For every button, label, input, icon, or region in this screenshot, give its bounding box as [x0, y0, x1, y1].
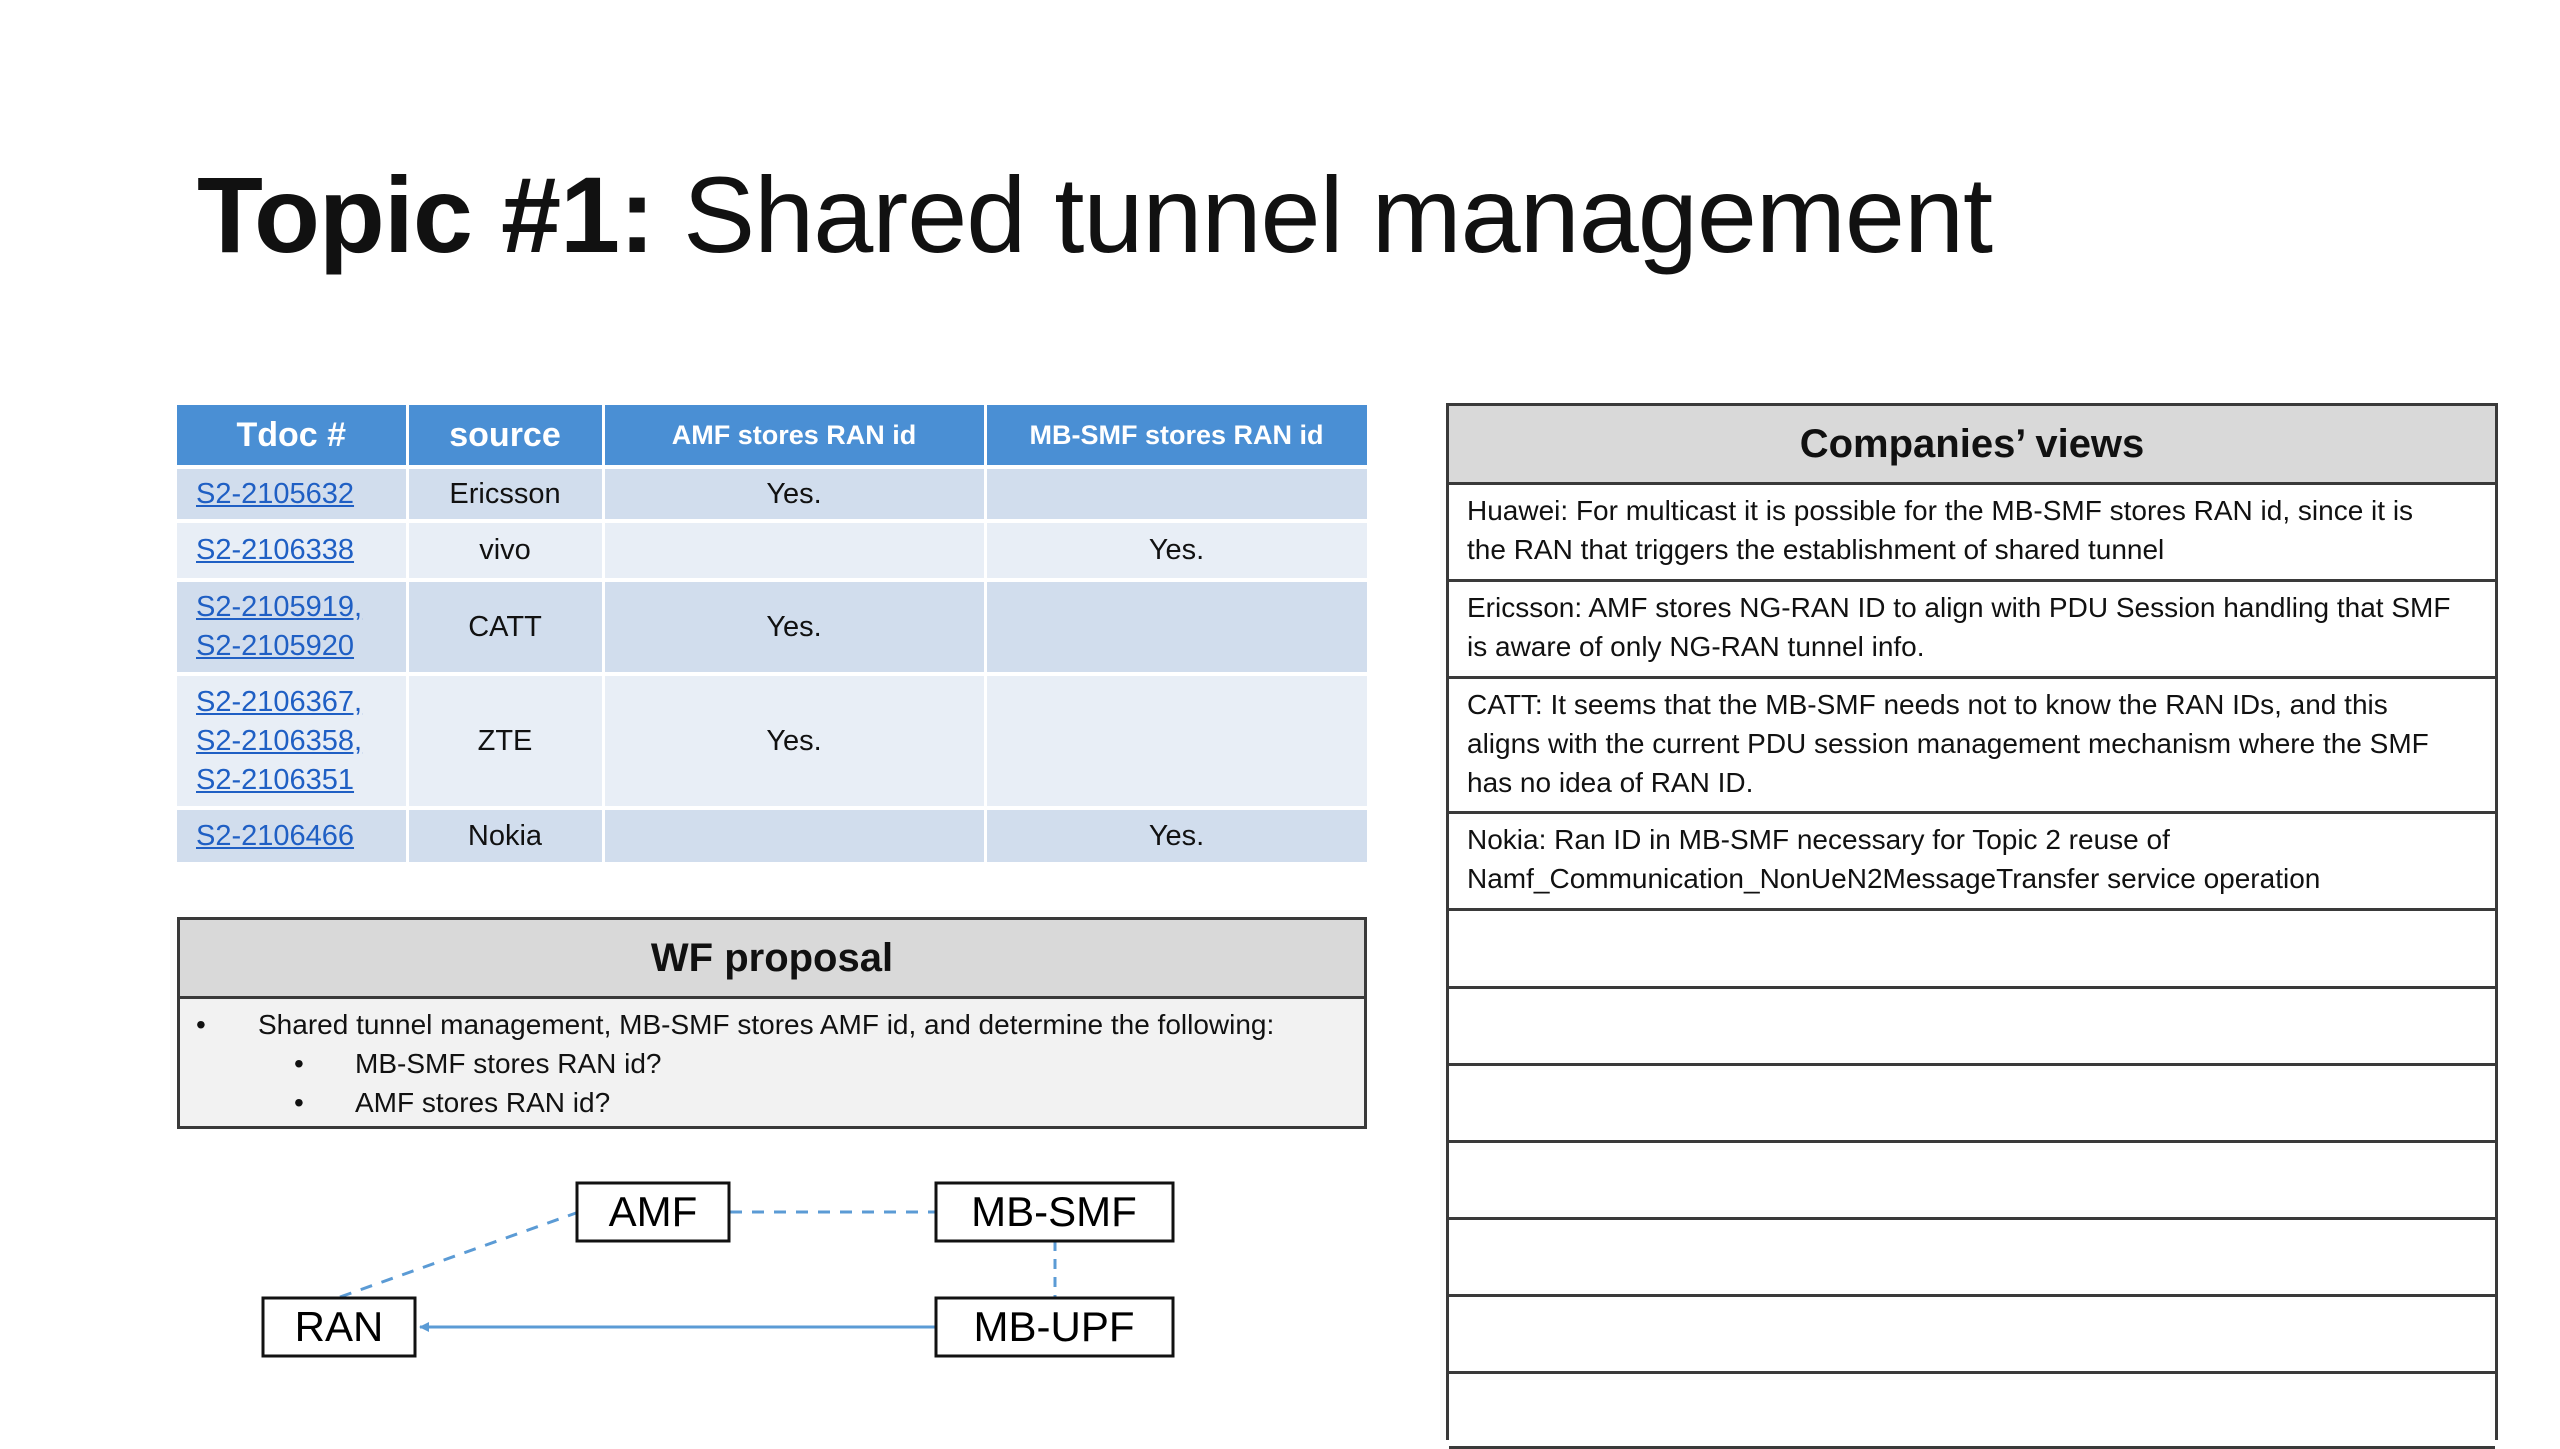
wf-sub-bullet: [180, 1083, 1364, 1122]
mbsmf-cell: [985, 580, 1368, 674]
view-entry-empty: [1449, 989, 2495, 1066]
view-entry-empty: [1449, 911, 2495, 989]
mbsmf-cell: Yes.: [985, 521, 1368, 580]
view-line: aligns with the current PDU session management mechanism where the SMF: [1467, 728, 2429, 759]
bullet-icon: •: [294, 1048, 304, 1079]
companies-views-title: Companies’ views: [1449, 406, 2495, 485]
tdoc-table-header-row: [177, 405, 1368, 467]
view-line: Huawei: For multicast it is possible for the MB-SMF stores RAN id, since it is: [1467, 495, 2414, 526]
view-entry-empty: [1449, 1374, 2495, 1449]
tdoc-link[interactable]: S2-2105632: [196, 477, 355, 510]
source-cell: ZTE: [407, 674, 603, 808]
edge-ran-amf: [340, 1213, 576, 1297]
tdoc-link[interactable]: S2-2106466: [196, 819, 355, 852]
source-cell: vivo: [407, 521, 603, 580]
amf-cell: Yes.: [603, 467, 985, 521]
table-row: [177, 521, 1368, 580]
node-amf-label: AMF: [608, 1188, 698, 1235]
tdoc-link[interactable]: S2-2105919,: [196, 591, 363, 623]
mbsmf-cell: [985, 467, 1368, 521]
source-cell: Nokia: [407, 808, 603, 862]
tdoc-cell: [177, 467, 407, 521]
view-line: Ericsson: AMF stores NG-RAN ID to align with PDU Session handling that SMF: [1467, 592, 2451, 623]
wf-sub-bullet-text: MB-SMF stores RAN id?: [355, 1048, 662, 1079]
wf-bullet: [180, 1005, 1364, 1044]
title-topic-name: Shared tunnel management: [683, 154, 1993, 275]
amf-cell: [603, 808, 985, 862]
wf-proposal-body: [180, 999, 1364, 1122]
view-line: CATT: It seems that the MB-SMF needs not to know the RAN IDs, and this: [1467, 689, 2388, 720]
tdoc-link[interactable]: S2-2105920: [196, 630, 355, 662]
wf-proposal-box: [177, 917, 1367, 1129]
view-line: has no idea of RAN ID.: [1467, 767, 1754, 798]
source-cell: CATT: [407, 580, 603, 674]
col-header-tdoc: Tdoc #: [177, 405, 407, 467]
node-ran: [263, 1298, 415, 1356]
view-line: the RAN that triggers the establishment of shared tunnel: [1467, 534, 2165, 565]
view-entry: [1449, 582, 2495, 679]
table-row: [177, 467, 1368, 521]
node-mbsmf: [936, 1183, 1173, 1241]
mbsmf-cell: Yes.: [985, 808, 1368, 862]
tdoc-table: [177, 405, 1370, 862]
wf-sub-bullet-text: AMF stores RAN id?: [355, 1087, 611, 1118]
tdoc-cell: [177, 674, 407, 808]
tdoc-link[interactable]: S2-2106338: [196, 534, 355, 566]
wf-sub-bullet: [180, 1044, 1364, 1083]
source-cell: Ericsson: [407, 467, 603, 521]
col-header-amf-stores-ran-id: AMF stores RAN id: [603, 405, 985, 467]
table-row: [177, 674, 1368, 808]
tdoc-link[interactable]: S2-2106351: [196, 763, 355, 796]
view-entry-empty: [1449, 1143, 2495, 1220]
node-amf: [577, 1183, 729, 1241]
node-mbupf: [936, 1298, 1173, 1356]
view-line: Nokia: Ran ID in MB-SMF necessary for Topic 2 reuse of: [1467, 824, 2170, 855]
companies-views-box: [1446, 403, 2498, 1440]
bullet-icon: •: [196, 1009, 206, 1040]
tdoc-cell: [177, 580, 407, 674]
view-entry: [1449, 679, 2495, 814]
view-entry: [1449, 485, 2495, 582]
col-header-source: source: [407, 405, 603, 467]
node-ran-label: RAN: [294, 1303, 384, 1350]
view-entry-empty: [1449, 1220, 2495, 1297]
tdoc-link[interactable]: S2-2106358,: [196, 724, 363, 757]
node-mbupf-label: MB-UPF: [973, 1303, 1135, 1350]
slide-title: [197, 150, 1992, 280]
table-row: [177, 808, 1368, 862]
view-entry-empty: [1449, 1066, 2495, 1143]
mbsmf-cell: [985, 674, 1368, 808]
view-entry: [1449, 814, 2495, 911]
view-line: Namf_Communication_NonUeN2MessageTransfer service operation: [1467, 863, 2321, 894]
table-row: [177, 580, 1368, 674]
node-mbsmf-label: MB-SMF: [971, 1188, 1137, 1235]
amf-cell: Yes.: [603, 580, 985, 674]
tdoc-link[interactable]: S2-2106367,: [196, 685, 363, 718]
view-line: is aware of only NG-RAN tunnel info.: [1467, 631, 1925, 662]
amf-cell: Yes.: [603, 674, 985, 808]
view-entry-empty: [1449, 1297, 2495, 1374]
tdoc-cell: [177, 808, 407, 862]
col-header-mbsmf-stores-ran-id: MB-SMF stores RAN id: [985, 405, 1368, 467]
tdoc-cell: [177, 521, 407, 580]
wf-bullet-text: Shared tunnel management, MB-SMF stores AMF id, and determine the following:: [258, 1009, 1275, 1040]
bullet-icon: •: [294, 1087, 304, 1118]
wf-proposal-title: WF proposal: [180, 920, 1364, 999]
amf-cell: [603, 521, 985, 580]
title-topic-label: Topic #1:: [197, 154, 655, 275]
